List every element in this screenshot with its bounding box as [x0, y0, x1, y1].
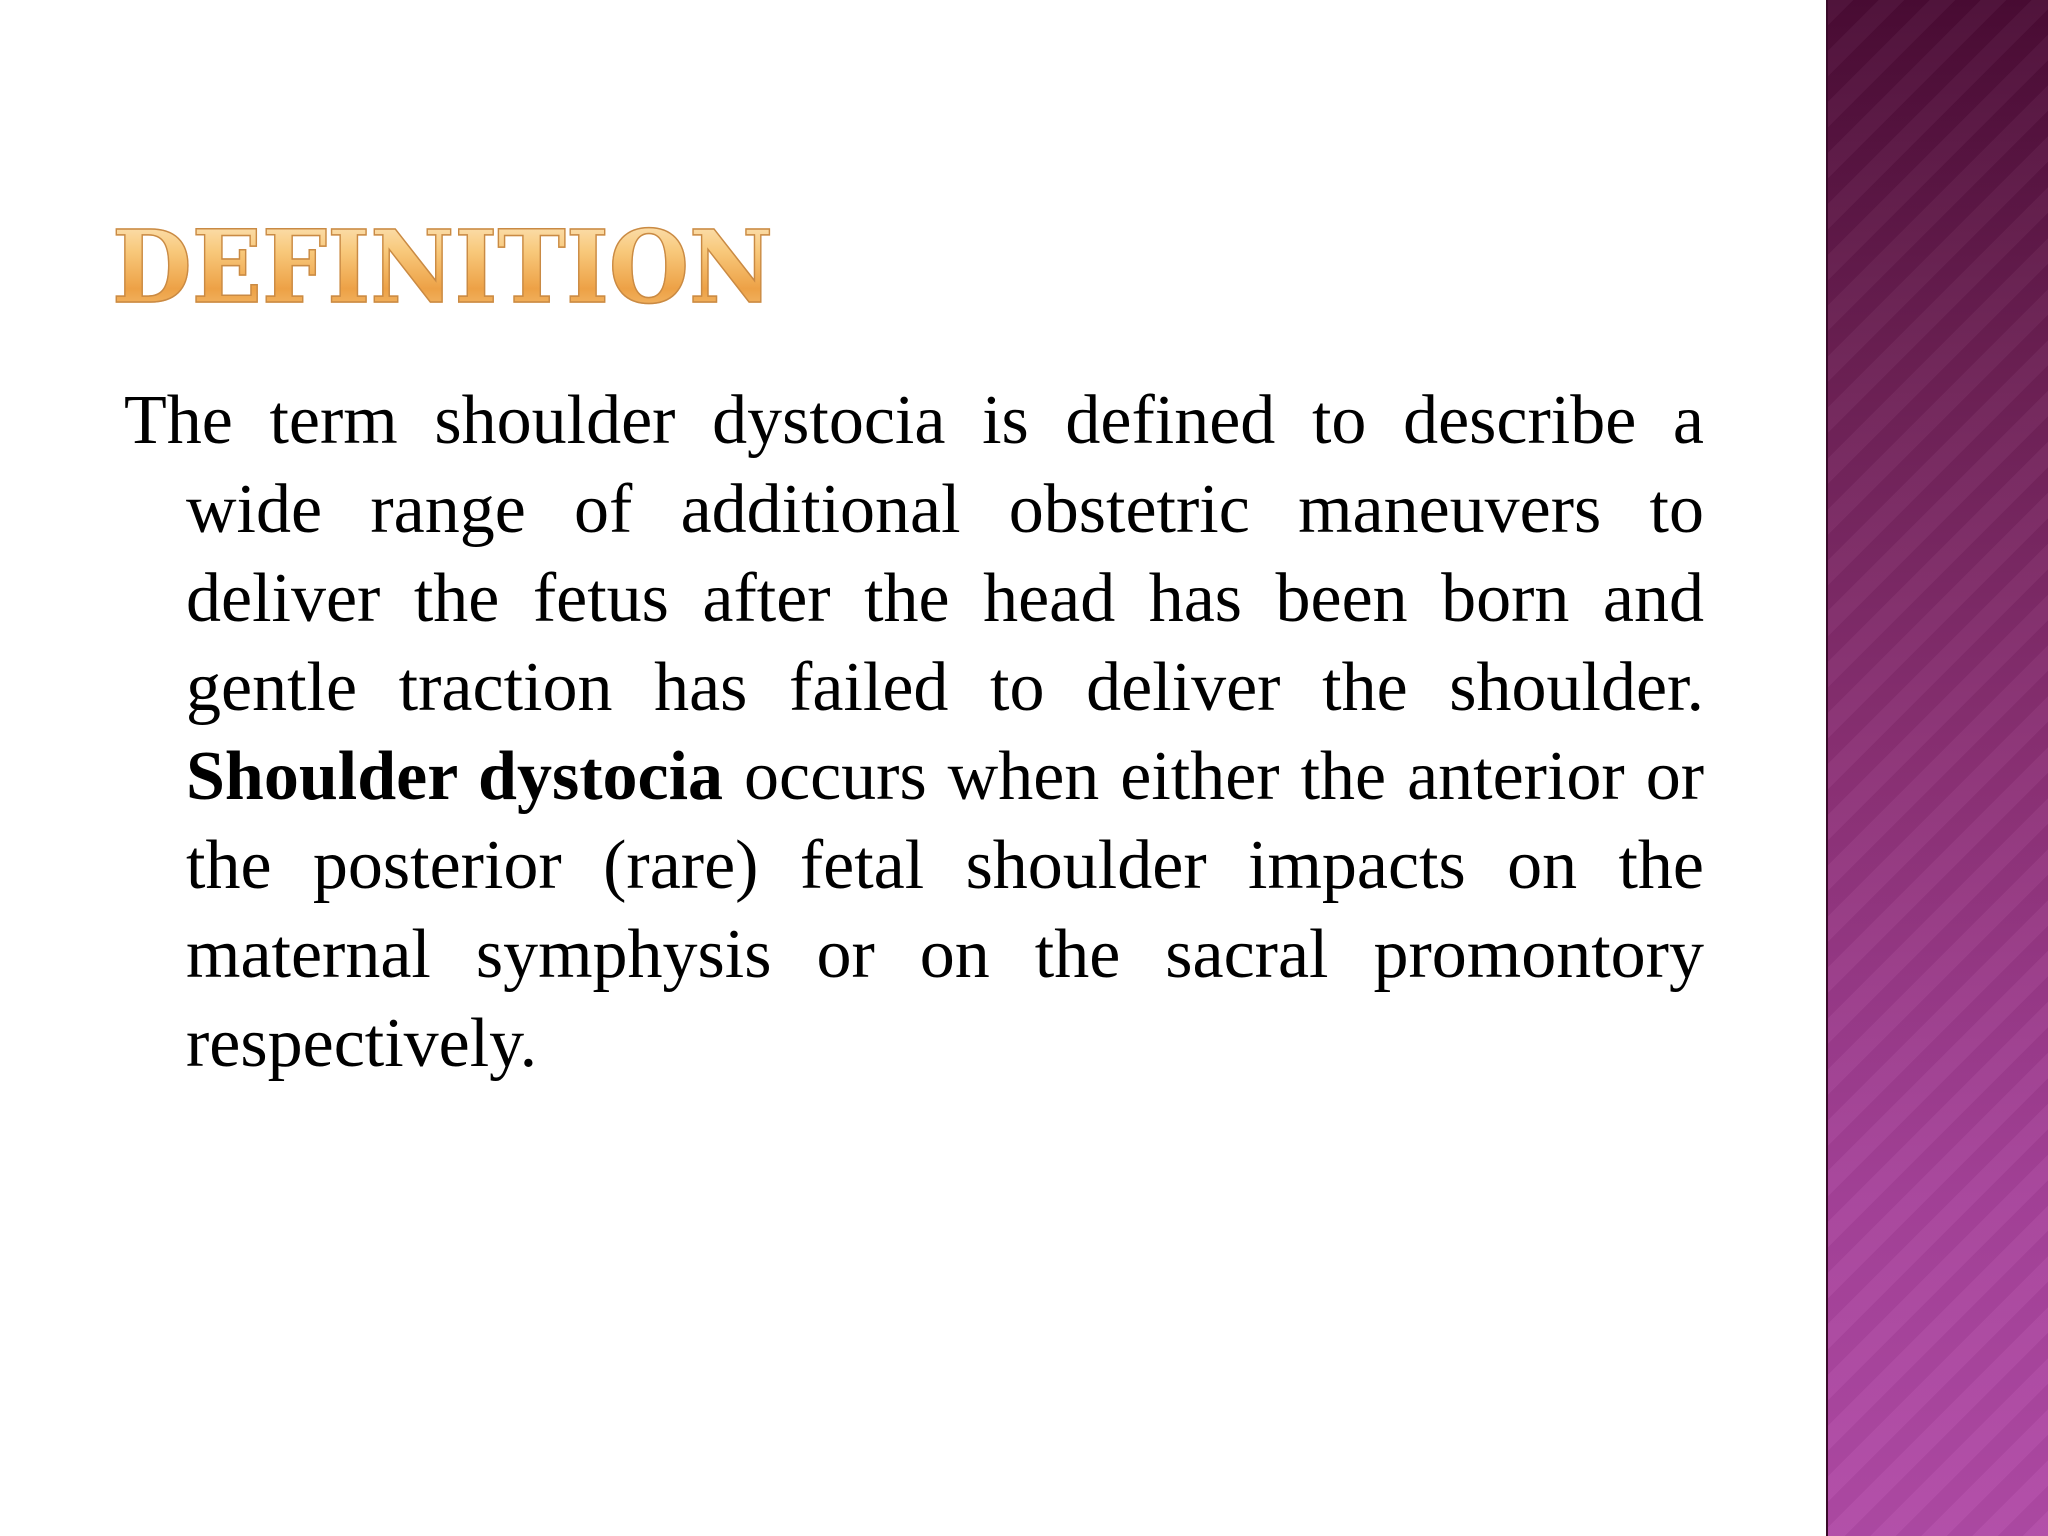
definition-paragraph — [124, 376, 1704, 1088]
definition-rest: occurs when either the anterior or the posterior (rare) fetal shoulder impacts on the maternal symphysis or on the sacral promontory respectively. — [186, 738, 1705, 1082]
definition-bold-term: Shoulder dystocia — [186, 738, 724, 815]
slide-title: DEFINITION — [112, 208, 774, 326]
definition-intro: The term shoulder dystocia is defined to describe a wide range of additional obstetric maneuvers to deliver the fetus after the head has been born and gentle traction has failed to deliver the shoulder. — [124, 382, 1704, 726]
decorative-side-bar — [1826, 0, 2048, 1536]
